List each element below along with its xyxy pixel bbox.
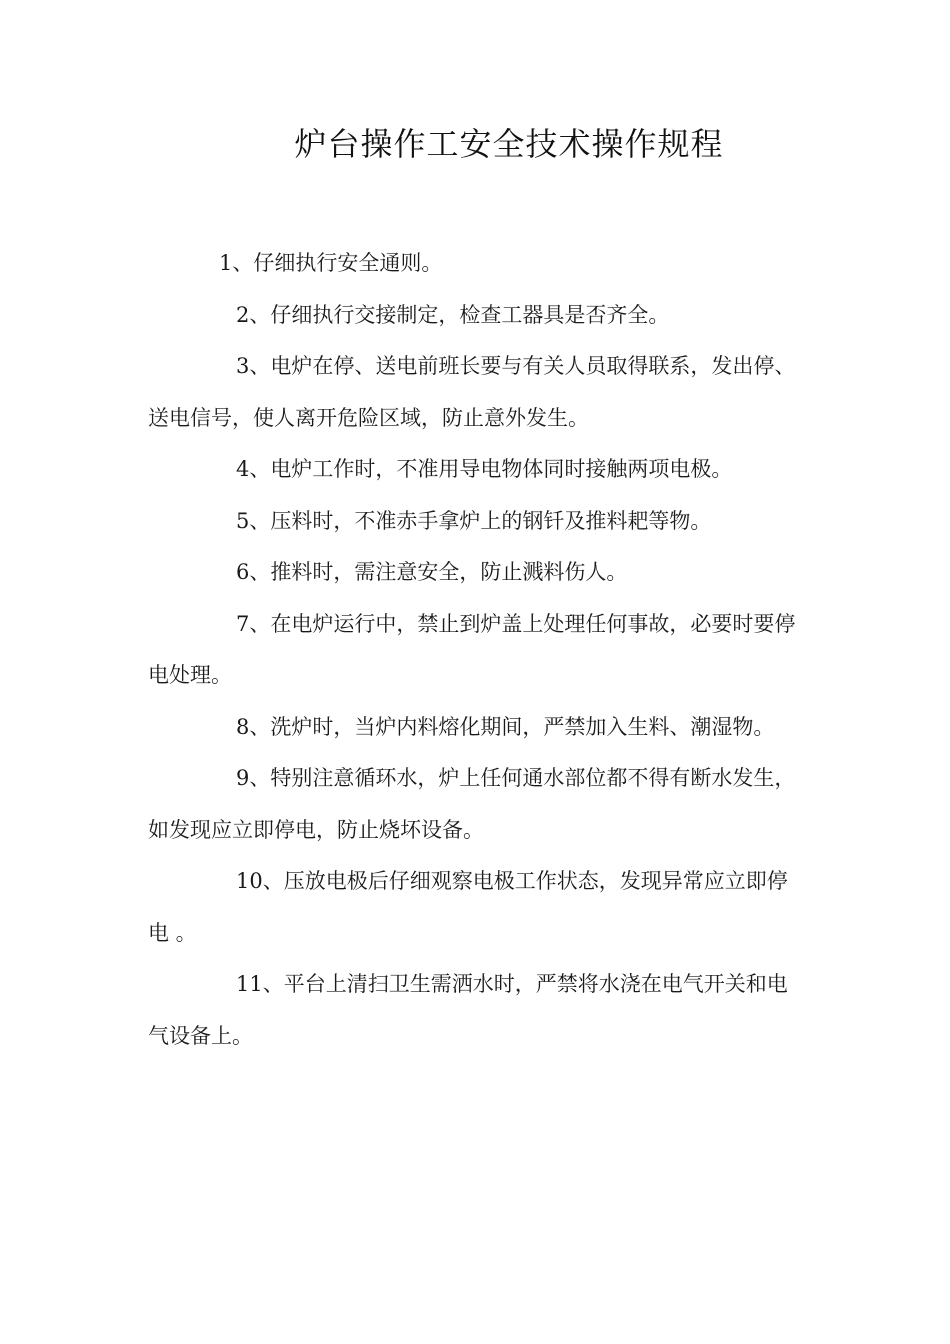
document-title: 炉台操作工安全技术操作规程 — [294, 125, 724, 163]
paragraph-7: 7、在电炉运行中，禁止到炉盖上处理任何事故，必要时要停电处理。 — [148, 611, 796, 687]
paragraph-9: 9、特别注意循环水，炉上任何通水部位都不得有断水发生，如发现应立即停电，防止烧坏设备。 — [148, 766, 796, 842]
document-body — [148, 238, 803, 1062]
paragraph-5: 5、压料时，不准赤手拿炉上的钢钎及推料耙等物。 — [236, 508, 712, 533]
paragraph-4: 4、电炉工作时，不准用导电物体同时接触两项电极。 — [236, 457, 733, 481]
paragraph-10: 10、压放电极后仔细观察电极工作状态，发现异常应立即停电 。 — [148, 869, 788, 945]
paragraph-1: 1、仔细执行安全通则。 — [219, 251, 443, 275]
paragraph-2: 2、仔细执行交接制定，检查工器具是否齐全。 — [236, 302, 670, 327]
paragraph-8: 8、洗炉时，当炉内料熔化期间，严禁加入生料、潮湿物。 — [236, 714, 775, 739]
paragraph-11: 11、平台上清扫卫生需洒水时，严禁将水浇在电气开关和电气设备上。 — [148, 972, 788, 1048]
paragraph-6: 6、推料时，需注意安全，防止溅料伤人。 — [236, 560, 628, 584]
paragraph-3: 3、电炉在停、送电前班长要与有关人员取得联系，发出停、送电信号，使人离开危险区域，防止意外发生。 — [148, 354, 796, 430]
